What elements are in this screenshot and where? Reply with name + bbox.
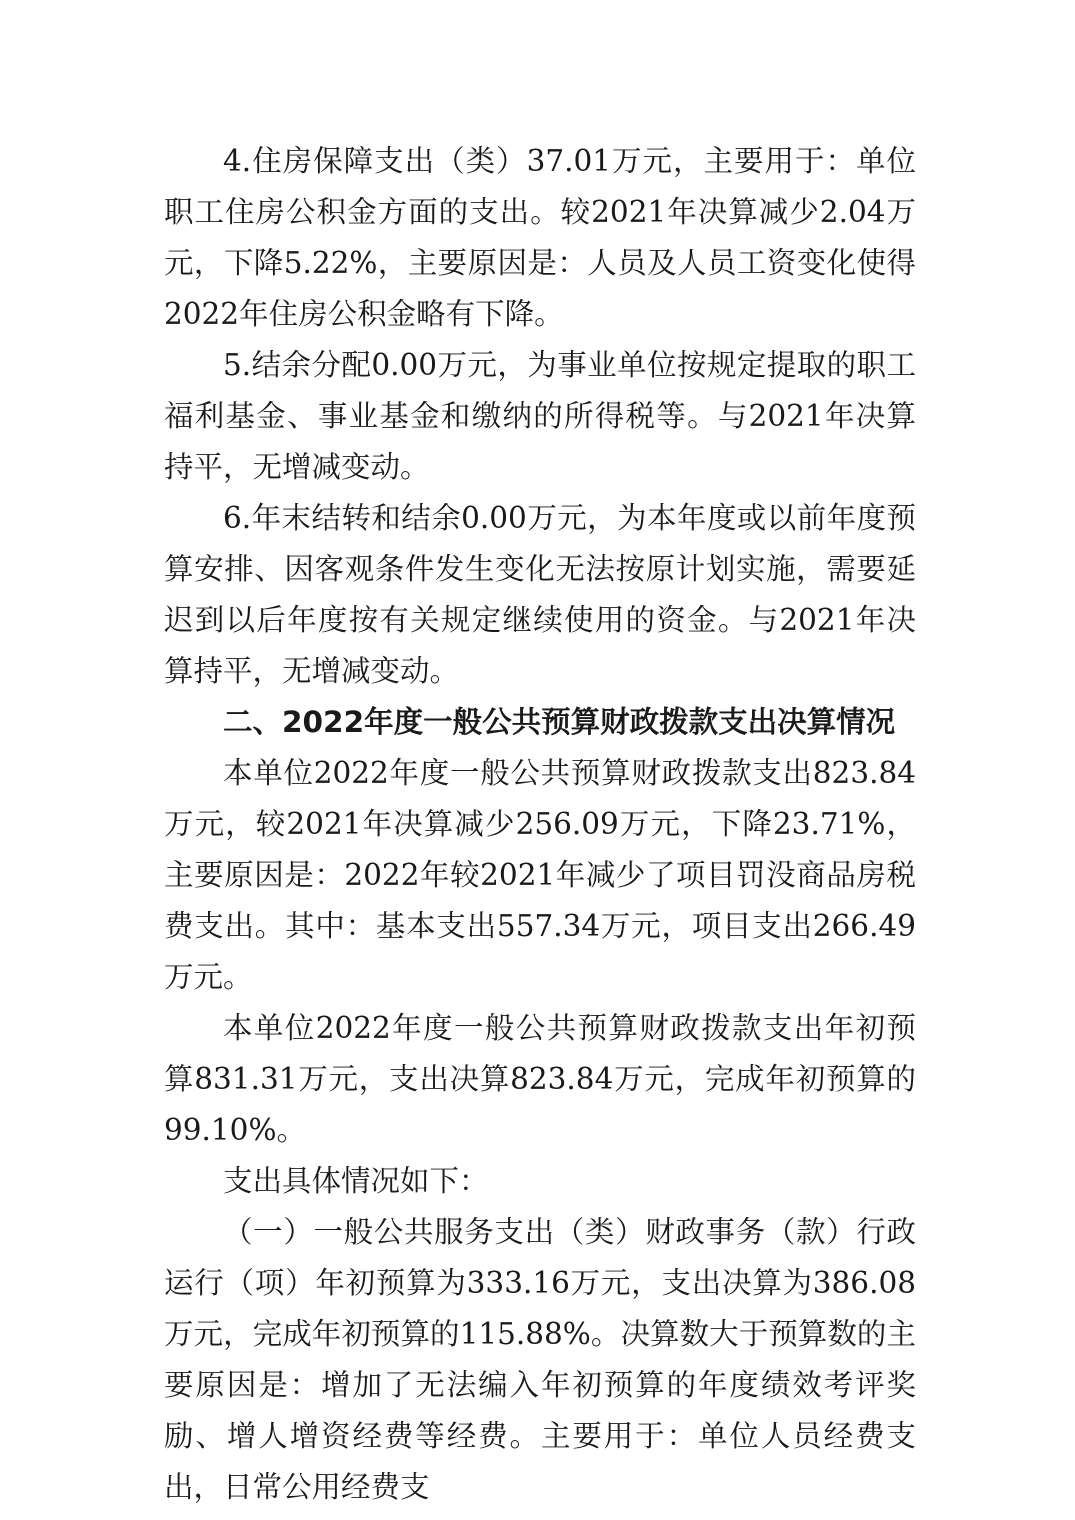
document-body xyxy=(164,136,916,1513)
section-heading: 二、2022年度一般公共预算财政拨款支出决算情况 xyxy=(223,705,896,739)
paragraph-details-intro: 支出具体情况如下： xyxy=(223,1164,489,1198)
paragraph-surplus-distribution: 5.结余分配0.00万元，为事业单位按规定提取的职工福利基金、事业基金和缴纳的所得税等。与2021年决算持平，无增减变动。 xyxy=(164,348,916,484)
paragraph-initial-budget: 本单位2022年度一般公共预算财政拨款支出年初预算831.31万元，支出决算823.84万元，完成年初预算的99.10%。 xyxy=(164,1011,916,1147)
paragraph-appropriation-expenditure: 本单位2022年度一般公共预算财政拨款支出823.84万元，较2021年决算减少256.09万元，下降23.71%，主要原因是：2022年较2021年减少了项目罚没商品房税费支出。其中：基本支出557.34万元，项目支出266.49万元。 xyxy=(164,756,916,994)
paragraph-year-end-carryover: 6.年末结转和结余0.00万元，为本年度或以前年度预算安排、因客观条件发生变化无法按原计划实施，需要延迟到以后年度按有关规定继续使用的资金。与2021年决算持平，无增减变动。 xyxy=(164,501,916,688)
paragraph-housing-security: 4.住房保障支出（类）37.01万元，主要用于：单位职工住房公积金方面的支出。较2021年决算减少2.04万元，下降5.22%，主要原因是：人员及人员工资变化使得2022年住房公积金略有下降。 xyxy=(164,144,916,331)
paragraph-general-public-services: （一）一般公共服务支出（类）财政事务（款）行政运行（项）年初预算为333.16万元，支出决算为386.08万元，完成年初预算的115.88%。决算数大于预算数的主要原因是：增加了无法编入年初预算的年度绩效考评奖励、增人增资经费等经费。主要用于：单位人员经费支出，日常公用经费支 xyxy=(164,1215,916,1504)
